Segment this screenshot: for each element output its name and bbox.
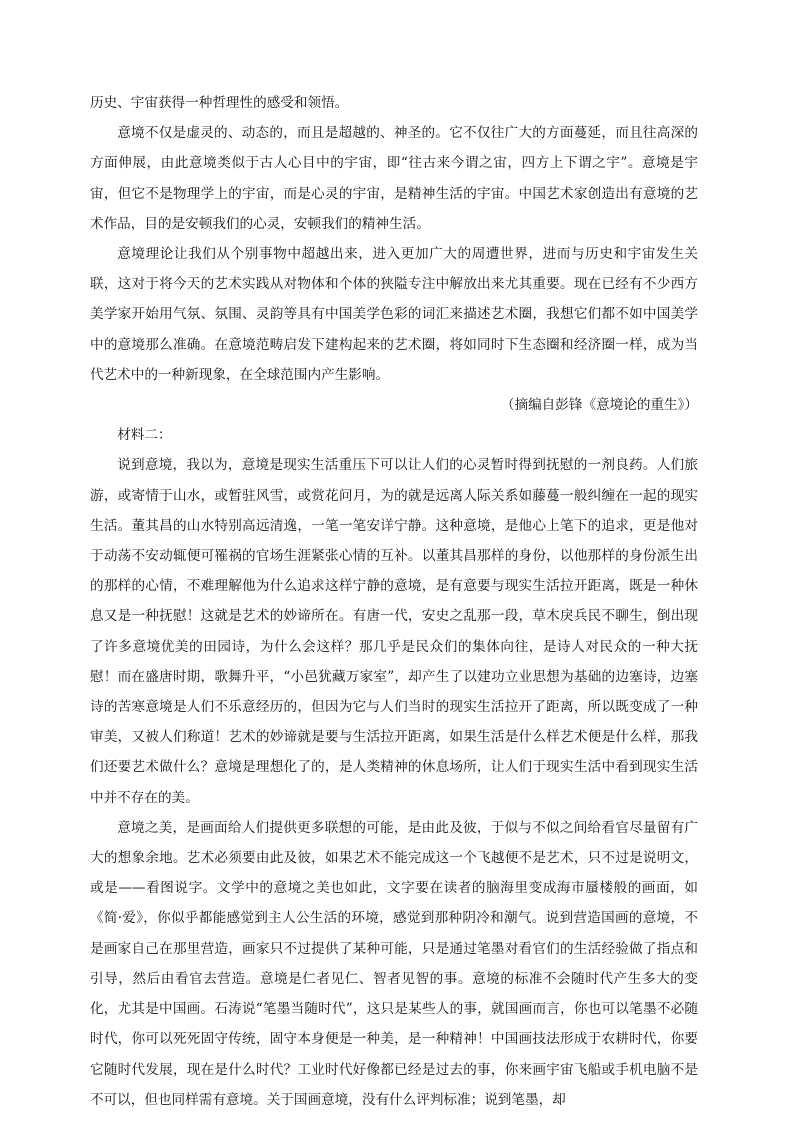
paragraph-continued: 历史、宇宙获得一种哲理性的感受和领悟。: [90, 95, 349, 111]
document-page: [90, 88, 698, 1115]
paragraph: 意境之美，是画面给人们提供更多联想的可能，是由此及彼，于似与不似之间给看官尽量留有广大的想象余地。艺术必须要由此及彼，如果艺术不能完成这一个飞越便不是艺术，只不过是说明文，或是——看图说字。文学中的意境之美也如此，文字要在读者的脑海里变成海市蜃楼般的画面，如《简·爱》，你似乎都能感觉到主人公生活的环境，感觉到那种阴冷和潮气。说到营造国画的意境，不是画家自己在那里营造，画家只不过提供了某种可能，只是通过笔墨对看官们的生活经验做了指点和引导，然后由看官去营造。意境是仁者见仁、智者见智的事。意境的标准不会随时代产生多大的变化，尤其是中国画。石涛说“笔墨当随时代”，这只是某些人的事，就国画而言，你也可以笔墨不必随时代，你可以死死固守传统，固守本身便是一种美，是一种精神！中国画技法形成于农耕时代，你要它随时代发展，现在是什么时代？工业时代好像都已经是过去的事，你来画宇宙飞船或手机电脑不是不可以，但也同样需有意境。关于国画意境，没有什么评判标准；说到笔墨，却: [90, 819, 698, 1108]
paragraph: 说到意境，我以为，意境是现实生活重压下可以让人们的心灵暂时得到抚慰的一剂良药。人们旅游，或寄情于山水，或暂驻风雪，或赏花问月，为的就是远离人际关系如藤蔓一般纠缠在一起的现实生活。董其昌的山水特别高远清逸，一笔一笔安详宁静。这种意境，是他心上笔下的追求，更是他对于动荡不安动辄便可罹祸的官场生涯紧张心情的互补。以董其昌那样的身份，以他那样的身份派生出的那样的心情，不难理解他为什么追求这样宁静的意境，是有意要与现实生活拉开距离，既是一种休息又是一种抚慰！这就是艺术的妙谛所在。有唐一代，安史之乱那一段，草木戾兵民不聊生，倒出现了许多意境优美的田园诗，为什么会这样？那几乎是民众们的集体向往，是诗人对民众的一种大抚慰！而在盛唐时期，歌舞升平，“小邑犹藏万家室”，却产生了以建功立业思想为基础的边塞诗，边塞诗的苦寒意境是人们不乐意经历的，但因为它与人们当时的现实生活拉开了距离，所以既变成了一种审美，又被人们称道！艺术的妙谛就是要与生活拉开距离，如果生活是什么样艺术便是什么样，那我们还要艺术做什么？意境是理想化了的，是人类精神的休息场所，让人们于现实生活中看到现实生活中并不存在的美。: [90, 457, 698, 806]
paragraph: 意境理论让我们从个别事物中超越出来，进入更加广大的周遭世界，进而与历史和宇宙发生关联，这对于将今天的艺术实践从对物体和个体的狭隘专注中解放出来尤其重要。现在已经有不少西方美学家开始用气氛、氛围、灵韵等具有中国美学色彩的词汇来描述艺术圈，我想它们都不如中国美学中的意境那么准确。在意境范畴启发下建构起来的艺术圈，将如同时下生态圈和经济圈一样，成为当代艺术中的一种新现象，在全球范围内产生影响。: [90, 246, 698, 383]
section-title: 材料二：: [117, 427, 172, 444]
source-citation: （摘编自彭锋《意境论的重生》）: [500, 397, 698, 414]
paragraph: 意境不仅是虚灵的、动态的，而且是超越的、神圣的。它不仅往广大的方面蔓延，而且往高深的方面伸展，由此意境类似于古人心目中的宇宙，即“往古来今谓之宙，四方上下谓之宇”。意境是宇宙，但它不是物理学上的宇宙，而是心灵的宇宙，是精神生活的宇宙。中国艺术家创造出有意境的艺术作品，目的是安顿我们的心灵，安顿我们的精神生活。: [90, 125, 698, 232]
